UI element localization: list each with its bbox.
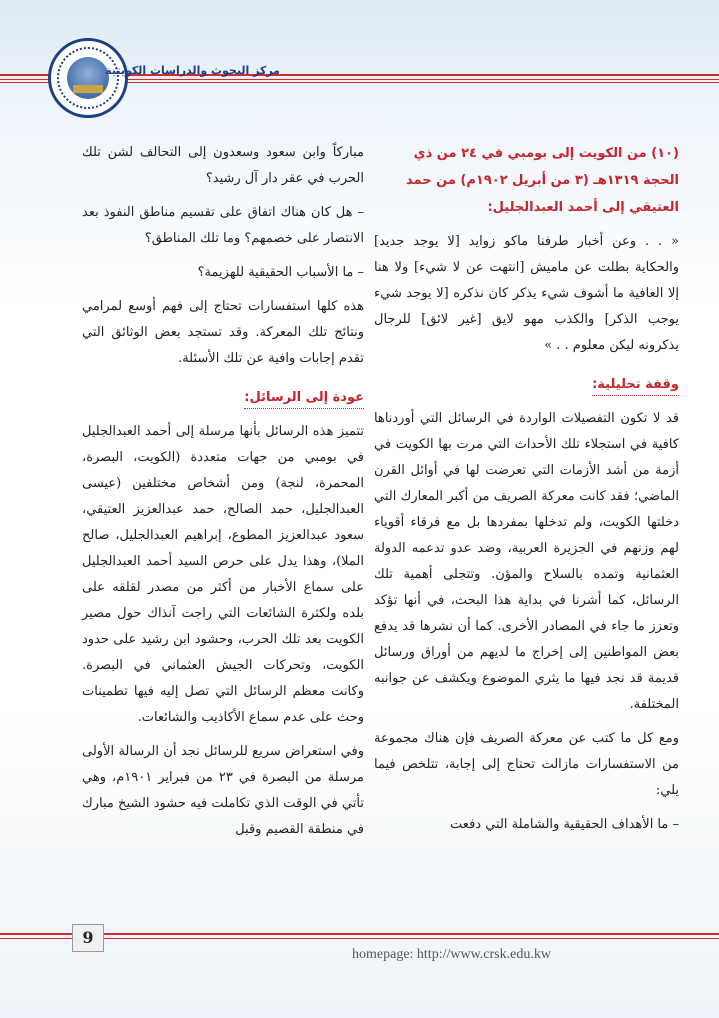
- question-item: – ما الأسباب الحقيقية للهزيمة؟: [197, 265, 364, 280]
- letter-title-line: الحجة ١٣١٩هـ (٣ من أبريل ١٩٠٢م) من حمد: [406, 173, 679, 188]
- section-heading-analysis: وقفة تحليلية:: [592, 375, 679, 396]
- paragraph: قد لا تكون التفصيلات الواردة في الرسائل التي أوردناها كافية في استجلاء تلك الأحداث التي مرت بها الكويت في أزمة من أشد الأزمات التي تعرضت لها في أوائل القرن الماضي؛ فقد كانت معركة الصريف من أكبر المعارك التي دخلتها الكويت، ولم تدخلها بمفردها بل مع فرقاء أقوياء لهم وزنهم في الجزيرة العربية، وضد عدو تدعمه الدولة العثمانية وتمده بالسلاح والمؤن. وتتجلى أهمية تلك الرسائل، كما أشرنا في بداية هذا البحث، في أنها تؤكد وتعزز ما جاء في المصادر الأخرى. كما أن نشرها قد يدفع بعض المواطنين إلى إخراج ما لديهم من أوراق ورسائل قديمة قد نجد فيها ما يثري الموضوع ويكشف عن جوانبه المختلفة.: [374, 411, 679, 712]
- center-name: مركز البحوث والدراسات الكويتية: [105, 64, 280, 77]
- letter-title-line: العتيقي إلى أحمد العبدالجليل:: [487, 200, 679, 215]
- paragraph: هذه كلها استفسارات تحتاج إلى فهم أوسع لمرامي ونتائج تلك المعركة. وقد تستجد بعض الوثائق التي تقدم إجابات وافية عن تلك الأسئلة.: [82, 299, 364, 366]
- letter-title: [374, 140, 679, 221]
- right-column: [374, 140, 679, 846]
- letter-title-line: (١٠) من الكويت إلى بومبي في ٢٤ من ذي: [413, 146, 679, 161]
- paragraph: ومع كل ما كتب عن معركة الصريف فإن هناك مجموعة من الاستفسارات مازالت تحتاج إلى إجابة، تتلخص فيما يلي:: [374, 731, 679, 798]
- paragraph: وفي استعراض سريع للرسائل نجد أن الرسالة الأولى مرسلة من البصرة في ٢٣ من فبراير ١٩٠١م، وهي تأتي في الوقت الذي تكاملت فيه حشود الشيخ مبارك في منطقة القصيم وقبل: [82, 744, 364, 837]
- section-heading-return: عودة إلى الرسائل:: [244, 388, 364, 409]
- paragraph: مباركاً وابن سعود وسعدون إلى التحالف لشن تلك الحرب في عقر دار آل رشيد؟: [82, 145, 364, 186]
- homepage-link[interactable]: homepage: http://www.crsk.edu.kw: [352, 947, 551, 962]
- page-number: 9: [72, 924, 104, 952]
- letter-quote: « . . وعن أخبار طرفنا ماكو زوايد [لا يوجد جديد] والحكاية بطلت عن ماميش [انتهت عن لا شيء] ولا هنا إلا العافية ما أشوف شيء يذكر كان نذكره [لا يوجد شيء يوجب الذكر] والكذب مهو لايق [غير لائق] للرجال يذكرونه ليكن معلوم . . »: [374, 234, 679, 353]
- paragraph: – ما الأهداف الحقيقية والشاملة التي دفعت: [450, 817, 679, 832]
- footer-rule: [0, 930, 719, 946]
- question-item: – هل كان هناك اتفاق على تقسيم مناطق النفوذ بعد الانتصار على خصمهم؟ وما تلك المناطق؟: [82, 205, 364, 246]
- center-logo-icon: [48, 38, 128, 118]
- paragraph: تتميز هذه الرسائل بأنها مرسلة إلى أحمد العبدالجليل في بومبي من جهات متعددة (الكويت، البصرة، المحمرة، لنجة) ومن أشخاص مختلفين (عيسى العبدالجليل، حمد الصالح، حمد عبدالعزيز العتيقي، سعود عبدالعزيز المطوع، إبراهيم العبدالجليل، صالح الملا)، وهذا يدل على حرص السيد أحمد العبدالجليل على سماع الأخبار من أكثر من مصدر لقلقه على بلده ولكثرة الشائعات التي راجت آنذاك حول مصير الكويت بعد تلك الحرب، وحشود ابن رشيد على حدود الكويت، وتحركات الجيش العثماني في البصرة. وكانت معظم الرسائل التي تصل إليه فيها تطمينات وحث على عدم سماع الأكاذيب والشائعات.: [82, 424, 364, 725]
- left-column: [82, 140, 364, 851]
